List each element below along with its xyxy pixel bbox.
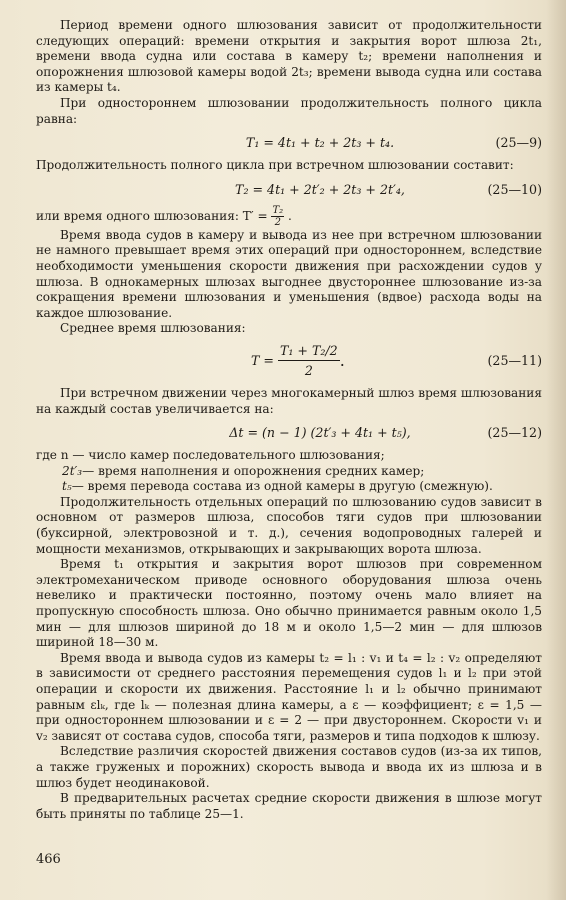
variable-legend xyxy=(36,448,542,495)
equation-fraction xyxy=(278,343,340,378)
paragraph-7: При встречном движении через многокамерный шлюз время шлюзования на каждый состав увеличивается на: xyxy=(36,385,542,416)
equation-25-9 xyxy=(36,135,542,150)
equation-lhs: T = xyxy=(251,352,274,368)
fraction-numerator: T₁ + T₂/2 xyxy=(278,343,340,361)
legend-symbol: t₅ xyxy=(62,479,72,494)
equation-25-12 xyxy=(36,425,542,440)
page-number: 466 xyxy=(36,852,61,867)
equation-formula: Δt = (n − 1) (2t′₃ + 4t₁ + t₅), xyxy=(229,425,411,441)
fraction-numerator: T₂ xyxy=(272,204,284,216)
equation-tail: . xyxy=(339,350,345,370)
fraction-denominator: 2 xyxy=(304,362,313,378)
legend-row xyxy=(36,479,542,495)
paragraph-1: Период времени одного шлюзования зависит от продолжительности следующих операций: времени открытия и закрытия ворот шлюза 2t₁, времени ввода судна или состава в камеру t₂; времени наполнения и опорожнения шлюзовой камеры водой 2t₃; времени вывода судна или состава из камеры t₄. xyxy=(36,18,542,95)
equation-number: (25—12) xyxy=(487,425,542,441)
legend-text: — время наполнения и опорожнения средних камер; xyxy=(82,463,425,478)
legend-intro: где n — число камер последовательного шлюзования; xyxy=(36,448,385,463)
paragraph-5: Время ввода судов в камеру и вывода из нее при встречном шлюзовании не намного превышает время этих операций при одностороннем, вследствие необходимости уменьшения скорости движения при расхождении судов у шлюза. В однокамерных шлюзах выгоднее двустороннее шлюзование из-за сокращения времени шлюзования и уменьшения (вдвое) расхода воды на каждое шлюзование. xyxy=(36,227,542,320)
paragraph-6: Среднее время шлюзования: xyxy=(60,321,246,336)
paragraph-9: Время t₁ открытия и закрытия ворот шлюзов при современном электромеханическом приводе основного оборудования шлюза очень невелико и практически постоянно, поэтому очень мало влияет на пропускную способность шлюза. Оно обычно принимается равным около 1,5 мин — для шлюзов шириной до 18 м и около 1,5—2 мин — для шлюзов шириной 18—30 м. xyxy=(36,557,542,650)
paragraph-3: Продолжительность полного цикла при встречном шлюзовании составит: xyxy=(36,158,514,173)
equation-number: (25—10) xyxy=(487,181,542,197)
legend-symbol: 2t′₃ xyxy=(62,463,83,478)
paragraph-8: Продолжительность отдельных операций по шлюзованию судов зависит в основном от размеров шлюза, способов тяги судов при шлюзовании (буксирной, электровозной и т. д.), сечения водопроводных галерей и мощности механизмов, открывающих и закрывающих ворота шлюза. xyxy=(36,494,542,556)
binding-shadow xyxy=(546,0,566,900)
equation-25-11 xyxy=(36,343,542,378)
equation-formula: T₂ = 4t₁ + 2t′₂ + 2t₃ + 2t′₄, xyxy=(235,181,405,197)
paragraph-2: При одностороннем шлюзовании продолжительность полного цикла равна: xyxy=(36,95,542,126)
equation-formula: T₁ = 4t₁ + t₂ + 2t₃ + t₄. xyxy=(245,135,395,151)
fraction-denominator: 2 xyxy=(274,216,281,228)
equation-25-10 xyxy=(36,182,542,197)
paragraph-11: Вследствие различия скоростей движения составов судов (из-за их типов, а также груженых и порожних) скорость вывода и ввода их из шлюза и в шлюз будет неодинаковой. xyxy=(36,744,542,790)
legend-text: — время перевода состава из одной камеры в другую (смежную). xyxy=(71,479,493,494)
equation-number: (25—9) xyxy=(495,135,542,151)
paragraph-10: Время ввода и вывода судов из камеры t₂ = l₁ : v₁ и t₄ = l₂ : v₂ определяют в зависимости от среднего расстояния перемещения судов l₁ и l₂ при этой операции и скорости их движения. Расстояние l₁ и l₂ обычно принимают равным εlₖ, где lₖ — полезная длина камеры, а ε — коэффициент; ε = 1,5 — при одностороннем шлюзовании и ε = 2 — при двустороннем. Скорости v₁ и v₂ зависят от состава судов, способа тяги, размеров и типа подходов к шлюзу. xyxy=(36,650,542,743)
legend-row xyxy=(36,464,542,480)
inline-fraction xyxy=(271,205,284,228)
equation-number: (25—11) xyxy=(487,352,542,368)
paragraph-12: В предварительных расчетах средние скорости движения в шлюзе могут быть приняты по таблице 25—1. xyxy=(36,791,542,821)
inline-text: или время одного шлюзования: T′ = xyxy=(36,208,268,223)
paragraph-4: или время одного шлюзования: T′ = $\frac{\text{T₂}}{2}$ . xyxy=(36,204,292,228)
